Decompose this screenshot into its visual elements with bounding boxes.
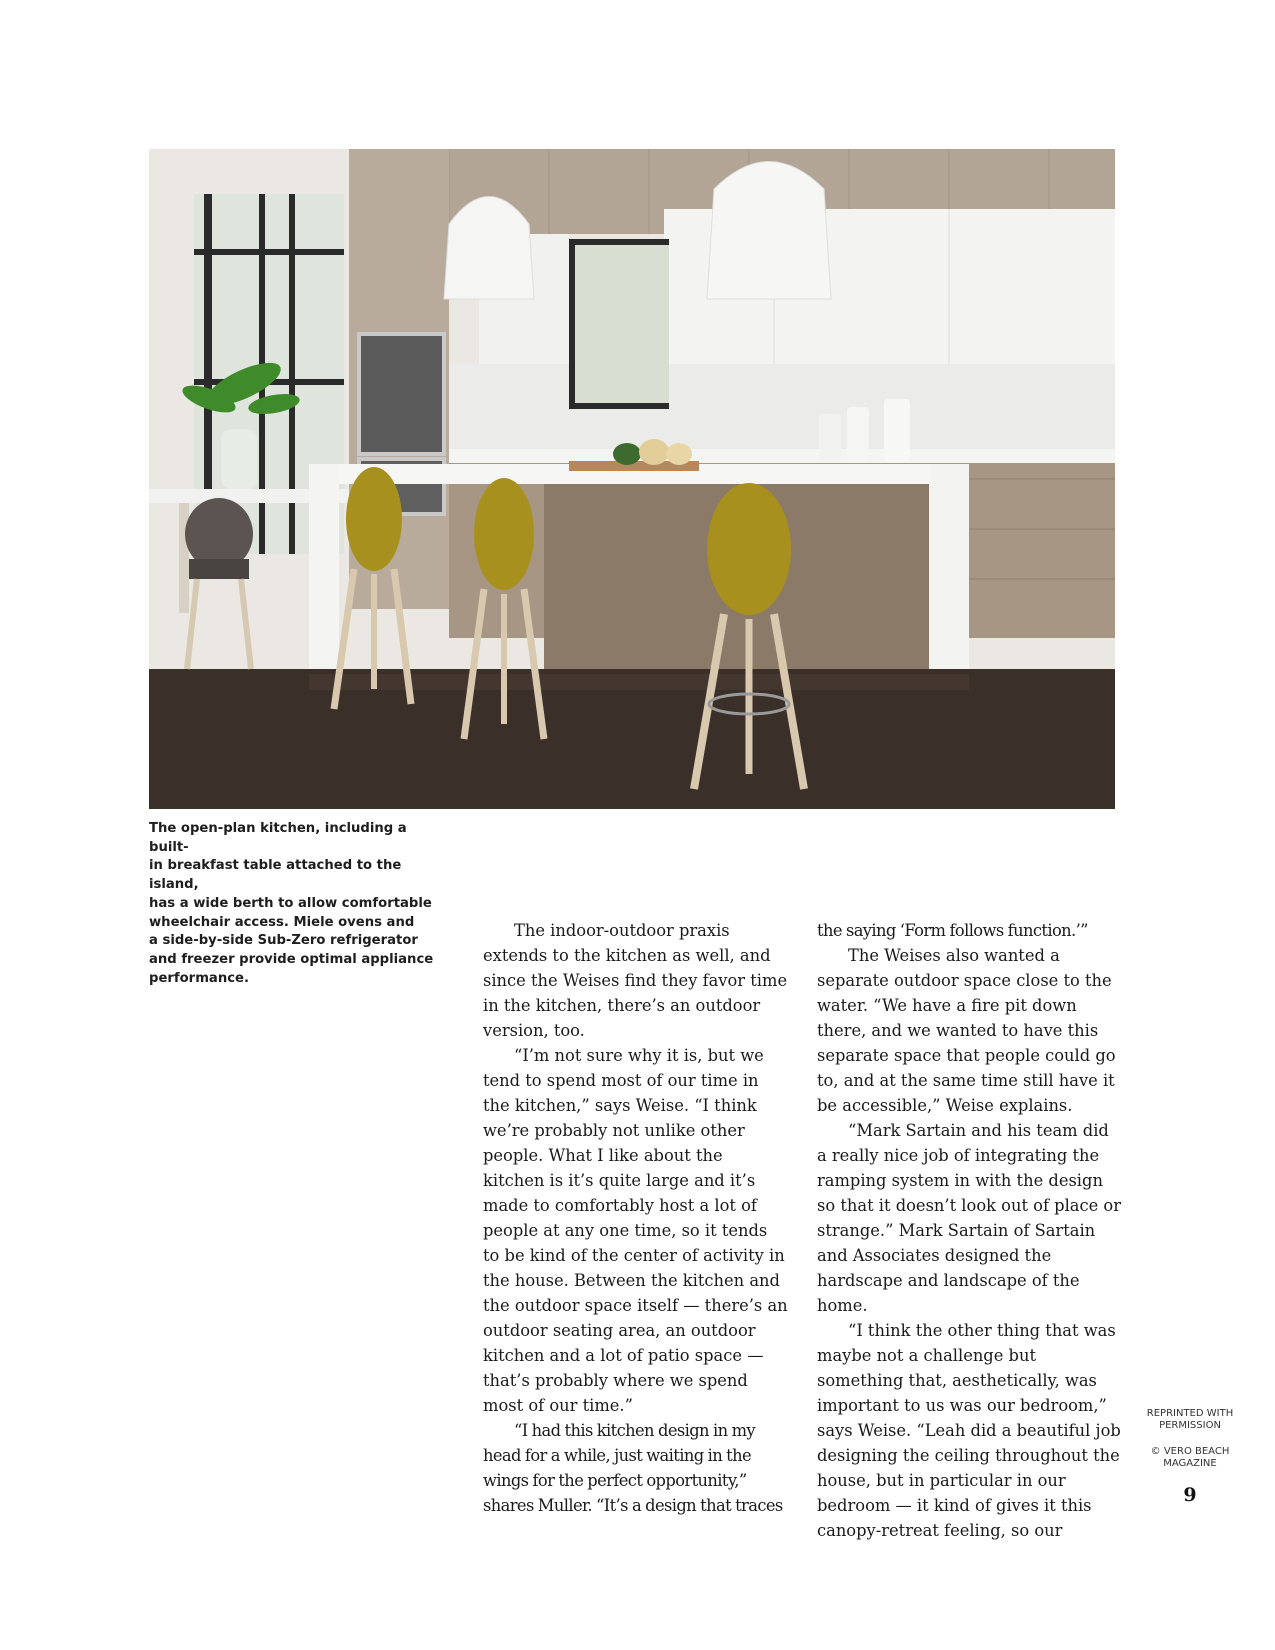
page-number: 9 xyxy=(1183,1484,1197,1506)
article-paragraph: “I’m not sure why it is, but we tend to spend most of our time in the kitchen,” says Weise. “I think we’re probably not unlike other people. What I like about the kitchen is it’s quite large and it’s made to comfortably host a lot of people at any one time, so it tends to be kind of the center of activity in the house. Between the kitchen and the outdoor space itself — there’s an outdoor seating area, an outdoor kitchen and a lot of patio space — that’s probably where we spend most of our time.” xyxy=(483,1046,788,1415)
kitchen-photo xyxy=(149,149,1115,809)
article-paragraph: The Weises also wanted a separate outdoor space close to the water. “We have a fire pit down there, and we wanted to have this separate space that people could go to, and at the same time still have it be accessible,” Weise explains. xyxy=(817,946,1116,1115)
caption-line: a side-by-side Sub-Zero refrigerator xyxy=(149,933,418,949)
copyright-notice xyxy=(1135,1446,1245,1470)
copyright-line: MAGAZINE xyxy=(1163,1458,1217,1469)
article-paragraph: the saying ‘Form follows function.’” xyxy=(817,921,1088,940)
article-paragraph: “I think the other thing that was maybe not a challenge but something that, aesthetically, was important to us was our bedroom,” says Weise. “Leah did a beautiful job designing the ceiling throughout the house, but in particular in our bedroom — it kind of gives it this canopy-retreat feeling, so our xyxy=(817,1321,1121,1540)
caption-line: The open-plan kitchen, including a built- xyxy=(149,821,407,855)
reprint-line: REPRINTED WITH xyxy=(1146,1408,1234,1419)
caption-line: performance. xyxy=(149,970,249,986)
photo-caption xyxy=(149,820,449,988)
article-column-2 xyxy=(817,918,1122,1543)
caption-line: wheelchair access. Miele ovens and xyxy=(149,914,415,930)
reprint-notice xyxy=(1135,1408,1245,1432)
article-paragraph: “I had this kitchen design in my head for a while, just waiting in the wings for the perfect opportunity,” shares Muller. “It’s a design that traces xyxy=(483,1421,783,1515)
caption-line: and freezer provide optimal appliance xyxy=(149,951,434,967)
kitchen-illustration xyxy=(149,149,1115,809)
article-paragraph: “Mark Sartain and his team did a really nice job of integrating the ramping system in with the design so that it doesn’t look out of place or strange.” Mark Sartain of Sartain and Associates designed the hardscape and landscape of the home. xyxy=(817,1121,1122,1315)
article-column-1 xyxy=(483,918,788,1518)
article-paragraph: The indoor-outdoor praxis extends to the kitchen as well, and since the Weises find they favor time in the kitchen, there’s an outdoor version, too. xyxy=(483,921,788,1040)
copyright-line: © VERO BEACH xyxy=(1150,1446,1230,1457)
caption-line: in breakfast table attached to the island, xyxy=(149,858,402,893)
caption-line: has a wide berth to allow comfortable xyxy=(149,895,432,911)
reprint-line: PERMISSION xyxy=(1159,1420,1221,1431)
